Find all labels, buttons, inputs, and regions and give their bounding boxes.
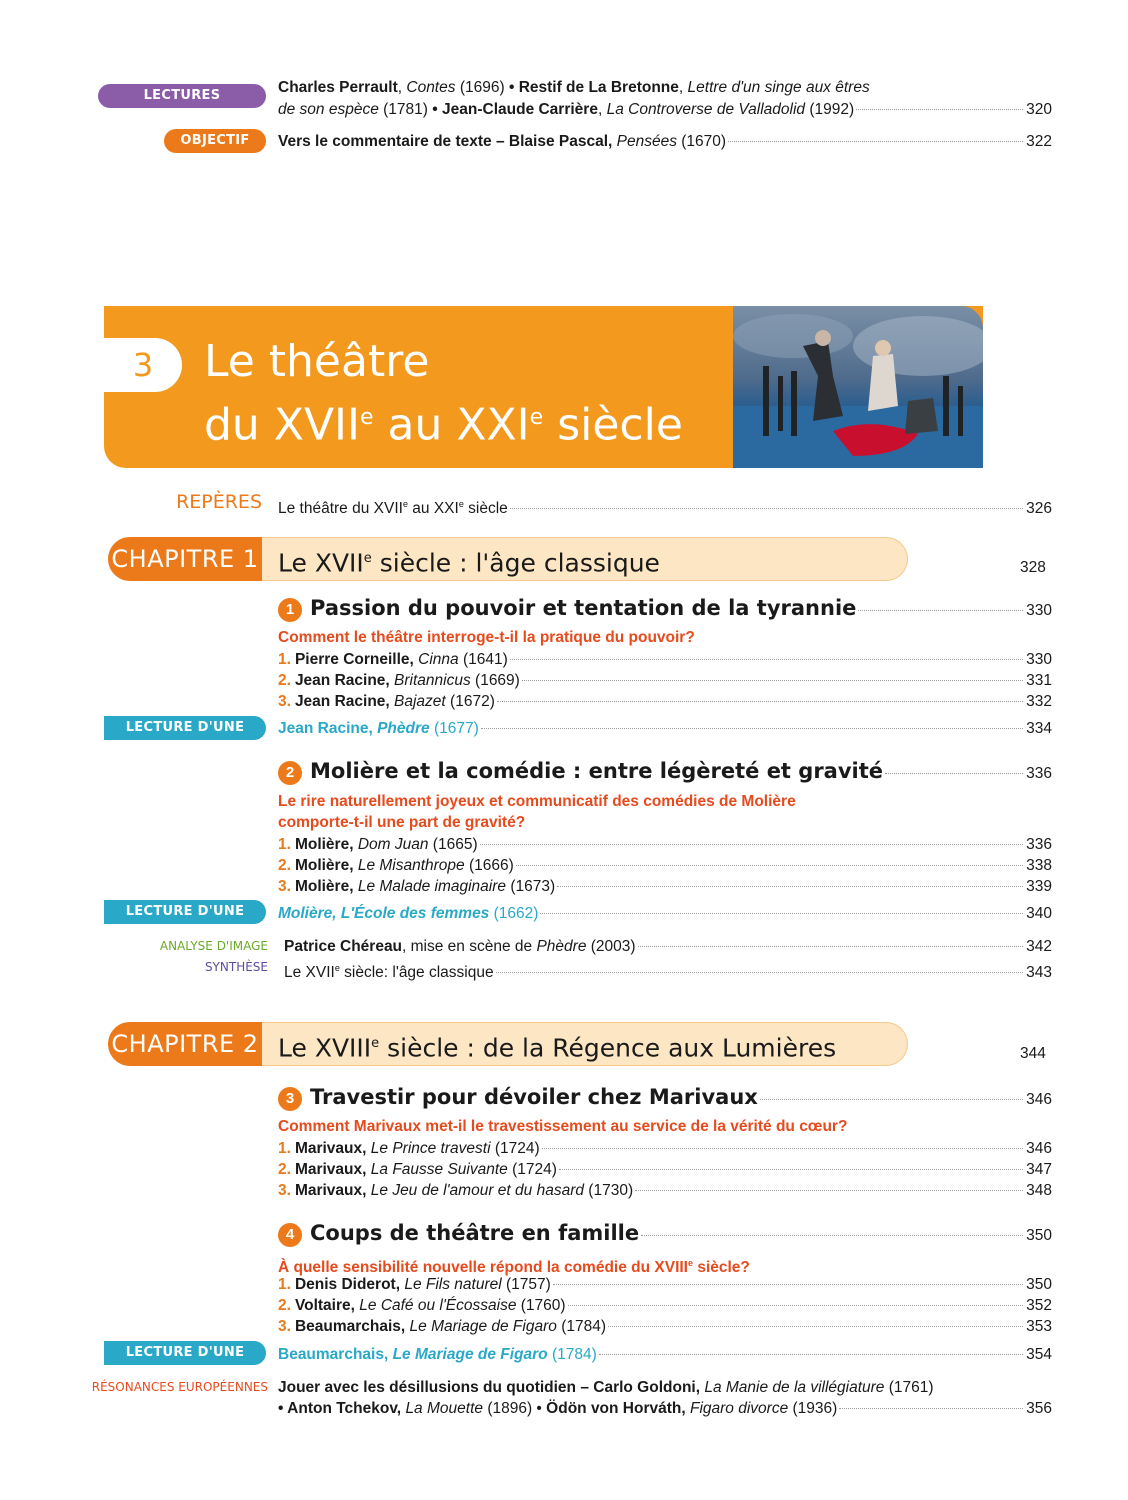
section-4-list: [278, 1275, 1052, 1337]
author: Charles Perrault: [278, 79, 398, 96]
year: (1670): [681, 133, 727, 150]
list-item[interactable]: 1. Marivaux, Le Prince travesti (1724) 346: [278, 1140, 1052, 1157]
chapter-1-title: Le XVIIe siècle : l'âge classique: [262, 537, 908, 581]
chapter-2-label: CHAPITRE 2: [108, 1022, 262, 1066]
chapter-1-bar[interactable]: [108, 537, 908, 581]
lecture-oeuvre-entry[interactable]: Molière, L'École des femmes (1662) 340: [278, 905, 1052, 922]
section-number-badge: 1: [278, 598, 302, 622]
list-item[interactable]: 3. Molière, Le Malade imaginaire (1673) 339: [278, 878, 1052, 895]
year: (1992): [809, 101, 855, 118]
page-number: 336: [1026, 765, 1052, 782]
section-2-question: Le rire naturellement joyeux et communicatif des comédies de Molière comporte-t-il une part de gravité?: [278, 793, 796, 831]
page-number: 320: [1026, 101, 1052, 118]
section-number-badge: 2: [278, 761, 302, 785]
chapter-1-label: CHAPITRE 1: [108, 537, 262, 581]
list-item[interactable]: 1. Pierre Corneille, Cinna (1641) 330: [278, 651, 1052, 668]
page-number: 322: [1026, 133, 1052, 150]
objectif-bac-tag: OBJECTIF BAC: [164, 129, 266, 153]
work: Lettre d'un singe aux êtres: [687, 79, 870, 96]
section-3-list: [278, 1139, 1052, 1201]
analyse-image-entry[interactable]: Patrice Chéreau, mise en scène de Phèdre (2003) 342: [284, 938, 1052, 955]
lectures-personnelles-entry[interactable]: Charles Perrault, Contes (1696) • Restif de La Bretonne, Lettre d'un singe aux êtres de son espèce (1781) • Jean-Claude Carrière, La Controverse de Valladolid (1992) 320: [278, 79, 1052, 118]
page-number: 350: [1026, 1227, 1052, 1244]
list-item[interactable]: 1. Denis Diderot, Le Fils naturel (1757) 350: [278, 1276, 1052, 1293]
reperes-label: REPÈRES: [176, 491, 262, 513]
author: Jean-Claude Carrière: [442, 101, 598, 118]
year: (1696): [459, 79, 505, 96]
lecture-oeuvre-tag: LECTURE D'UNE ŒUVRE: [104, 1341, 266, 1365]
list-item[interactable]: 3. Marivaux, Le Jeu de l'amour et du hasard (1730) 348: [278, 1182, 1052, 1199]
objectif-bac-entry[interactable]: [278, 132, 1052, 152]
page-number: 346: [1026, 1091, 1052, 1108]
section-1-heading[interactable]: [278, 598, 1052, 623]
author: Restif de La Bretonne: [518, 79, 679, 96]
work: Pensées: [616, 133, 677, 150]
resonances-label: RÉSONANCES EUROPÉENNES: [91, 1380, 268, 1394]
section-3-heading[interactable]: [278, 1087, 1052, 1112]
lecture-oeuvre-entry[interactable]: Jean Racine, Phèdre (1677) 334: [278, 720, 1052, 737]
work: Contes: [406, 79, 456, 96]
list-item[interactable]: 3. Beaumarchais, Le Mariage de Figaro (1784) 353: [278, 1318, 1052, 1335]
section-3-question: Comment Marivaux met-il le travestissement au service de la vérité du cœur?: [278, 1118, 848, 1135]
theatre-scene-photo: [733, 306, 983, 468]
list-item[interactable]: 2. Molière, Le Misanthrope (1666) 338: [278, 857, 1052, 874]
part-title-line1: Le théâtre: [204, 336, 430, 387]
list-item[interactable]: 2. Marivaux, La Fausse Suivante (1724) 347: [278, 1161, 1052, 1178]
page-number: 326: [1026, 500, 1052, 518]
list-item[interactable]: 2. Jean Racine, Britannicus (1669) 331: [278, 672, 1052, 689]
synthese-entry[interactable]: Le XVIIe siècle: l'âge classique 343: [284, 963, 1052, 982]
chapter-1-page: 328: [1020, 559, 1046, 576]
chapter-2-bar[interactable]: [108, 1022, 908, 1066]
lectures-personnelles-tag: LECTURES PERSONNELLES: [98, 84, 266, 108]
section-2-list: [278, 835, 1052, 897]
reperes-entry[interactable]: Le théâtre du XVIIe au XXIe siècle 326: [278, 499, 1052, 518]
section-title: Travestir pour dévoiler chez Marivaux: [310, 1085, 758, 1109]
analyse-image-label: ANALYSE D'IMAGE: [159, 939, 268, 953]
resonances-entry[interactable]: Jouer avec les désillusions du quotidien – Carlo Goldoni, La Manie de la villégiature (1761) • Anton Tchekov, La Mouette (1896) • Ödön von Horváth, Figaro divorce (1936) 356: [278, 1379, 1052, 1417]
part-number: 3: [104, 338, 182, 392]
part-title-line2: du XVIIe au XXIe siècle: [204, 399, 683, 451]
section-4-question: À quelle sensibilité nouvelle répond la comédie du XVIIIe siècle?: [278, 1258, 750, 1277]
synthese-label: SYNTHÈSE: [204, 960, 268, 974]
page-number: 330: [1026, 602, 1052, 619]
list-item[interactable]: 3. Jean Racine, Bajazet (1672) 332: [278, 693, 1052, 710]
entry-text: Vers le commentaire de texte – Blaise Pascal,: [278, 133, 613, 150]
section-title: Passion du pouvoir et tentation de la tyrannie: [310, 596, 857, 620]
list-item[interactable]: 1. Molière, Dom Juan (1665) 336: [278, 836, 1052, 853]
chapter-2-title: Le XVIIIe siècle : de la Régence aux Lumières: [262, 1022, 908, 1066]
section-4-heading[interactable]: [278, 1223, 1052, 1248]
section-number-badge: 3: [278, 1087, 302, 1111]
section-title: Coups de théâtre en famille: [310, 1221, 640, 1245]
year: (1781): [383, 101, 428, 118]
section-2-heading[interactable]: [278, 761, 1052, 786]
work: La Controverse de Valladolid: [606, 101, 806, 118]
work: de son espèce: [278, 101, 379, 118]
section-number-badge: 4: [278, 1223, 302, 1247]
list-item[interactable]: 2. Voltaire, Le Café ou l'Écossaise (1760) 352: [278, 1297, 1052, 1314]
part-title: [204, 334, 683, 454]
section-title: Molière et la comédie : entre légèreté et gravité: [310, 759, 884, 783]
lecture-oeuvre-tag: LECTURE D'UNE ŒUVRE: [104, 716, 266, 740]
lecture-oeuvre-entry[interactable]: Beaumarchais, Le Mariage de Figaro (1784) 354: [278, 1346, 1052, 1363]
section-1-question: Comment le théâtre interroge-t-il la pratique du pouvoir?: [278, 629, 695, 646]
lecture-oeuvre-tag: LECTURE D'UNE ŒUVRE: [104, 900, 266, 924]
section-1-list: [278, 650, 1052, 712]
part-banner: [104, 306, 983, 468]
chapter-2-page: 344: [1020, 1045, 1046, 1062]
